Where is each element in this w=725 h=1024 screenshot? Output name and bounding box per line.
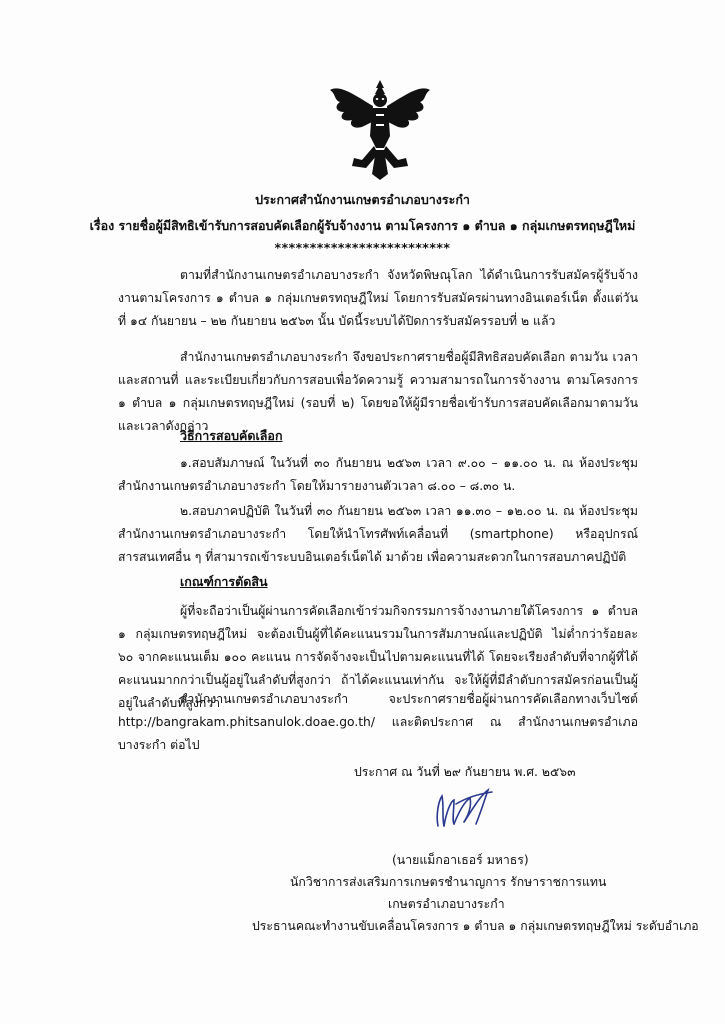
paragraph-website-text: สำนักงานเกษตรอำเภอบางระกำ จะประกาศรายชื่อผู้ผ่านการคัดเลือกทางเว็บไซต์ http://bangrakam.phitsanulok.doae.go.th/ และติดประกาศ ณ สำนักงานเกษตรอำเภอบางระกำ ต่อไป — [118, 692, 638, 752]
paragraph-intro — [118, 264, 638, 333]
signatory-office: เกษตรอำเภอบางระกำ — [388, 897, 505, 911]
signatory-committee-role: ประธานคณะทำงานขับเคลื่อนโครงการ ๑ ตำบล ๑ กลุ่มเกษตรทฤษฎีใหม่ ระดับอำเภอ — [252, 919, 699, 933]
signatory-position: นักวิชาการส่งเสริมการเกษตรชำนาญการ รักษาราชการแทน — [290, 875, 607, 889]
heading-exam-method: วิธีการสอบคัดเลือก — [180, 428, 283, 443]
document-title-line2: เรื่อง รายชื่อผู้มีสิทธิเข้ารับการสอบคัดเลือกผู้รับจ้างงาน ตามโครงการ ๑ ตำบล ๑ กลุ่มเกษตรทฤษฎีใหม่ — [89, 218, 636, 233]
exam-item-interview-text: ๑.สอบสัมภาษณ์ ในวันที่ ๓๐ กันยายน ๒๕๖๓ เวลา ๙.๐๐ – ๑๑.๐๐ น. ณ ห้องประชุมสำนักงานเกษตรอำเภอบางระกำ โดยให้มารายงานตัวเวลา ๘.๐๐ – ๘.๓๐ น. — [118, 456, 638, 493]
announcement-date: ประกาศ ณ วันที่ ๒๙ กันยายน พ.ศ. ๒๕๖๓ — [354, 765, 576, 779]
paragraph-intro-text: ตามที่สำนักงานเกษตรอำเภอบางระกำ จังหวัดพิษณุโลก ได้ดำเนินการรับสมัครผู้รับจ้างงานตามโครงการ ๑ ตำบล ๑ กลุ่มเกษตรทฤษฎีใหม่ โดยการรับสมัครผ่านทางอินเตอร์เน็ต ตั้งแต่วันที่ ๑๔ กันยายน – ๒๒ กันยายน ๒๕๖๓ นั้น บัดนี้ระบบได้ปิดการรับสมัครรอบที่ ๒ แล้ว — [118, 268, 638, 328]
garuda-emblem-icon — [326, 78, 434, 182]
paragraph-website — [118, 688, 638, 757]
title-separator: ************************* — [274, 240, 451, 255]
paragraph-criteria-text: ผู้ที่จะถือว่าเป็นผู้ผ่านการคัดเลือกเข้าร่วมกิจกรรมการจ้างงานภายใต้โครงการ ๑ ตำบล ๑ กลุ่มเกษตรทฤษฎีใหม่ จะต้องเป็นผู้ที่ได้คะแนนรวมในการสัมภาษณ์และปฏิบัติ ไม่ต่ำกว่าร้อยละ ๖๐ จากคะแนนเต็ม ๑๐๐ คะแนน การจัดจ้างจะเป็นไปตามคะแนนที่ได้ โดยจะเรียงลำดับที่จากผู้ที่ได้คะแนนมากกว่าเป็นผู้อยู่ในลำดับที่สูงกว่า ถ้าได้คะแนนเท่ากัน จะให้ผู้ที่มีลำดับการสมัครก่อนเป็นผู้อยู่ในลำดับที่สูงกว่า — [118, 604, 638, 710]
paragraph-announcement — [118, 346, 638, 438]
exam-item-interview — [118, 452, 638, 498]
signatory-name: (นายแม็กอาเธอร์ มหาธร) — [392, 853, 529, 867]
paragraph-announcement-text: สำนักงานเกษตรอำเภอบางระกำ จึงขอประกาศรายชื่อผู้มีสิทธิสอบคัดเลือก ตามวัน เวลา และสถานที่ และระเบียบเกี่ยวกับการสอบเพื่อวัดความรู้ ความสามารถในการจ้างงาน ตามโครงการ ๑ ตำบล ๑ กลุ่มเกษตรทฤษฎีใหม่ (รอบที่ ๒) โดยขอให้ผู้มีรายชื่อเข้ารับการสอบคัดเลือกมาตามวันและเวลาดังกล่าว — [118, 350, 638, 433]
exam-item-practical-text: ๒.สอบภาคปฏิบัติ ในวันที่ ๓๐ กันยายน ๒๕๖๓ เวลา ๑๑.๓๐ – ๑๒.๐๐ น. ณ ห้องประชุมสำนักงานเกษตรอำเภอบางระกำ โดยให้นำโทรศัพท์เคลื่อนที่ (smartphone) หรืออุปกรณ์สารสนเทศอื่น ๆ ที่สามารถเข้าระบบอินเตอร์เน็ตได้ มาด้วย เพื่อความสะดวกในการสอบภาคปฏิบัติ — [118, 504, 638, 564]
document-title-line1: ประกาศสำนักงานเกษตรอำเภอบางระกำ — [255, 192, 470, 207]
handwritten-signature-icon — [426, 780, 506, 838]
exam-item-practical — [118, 500, 638, 569]
heading-criteria: เกณฑ์การตัดสิน — [180, 574, 268, 589]
